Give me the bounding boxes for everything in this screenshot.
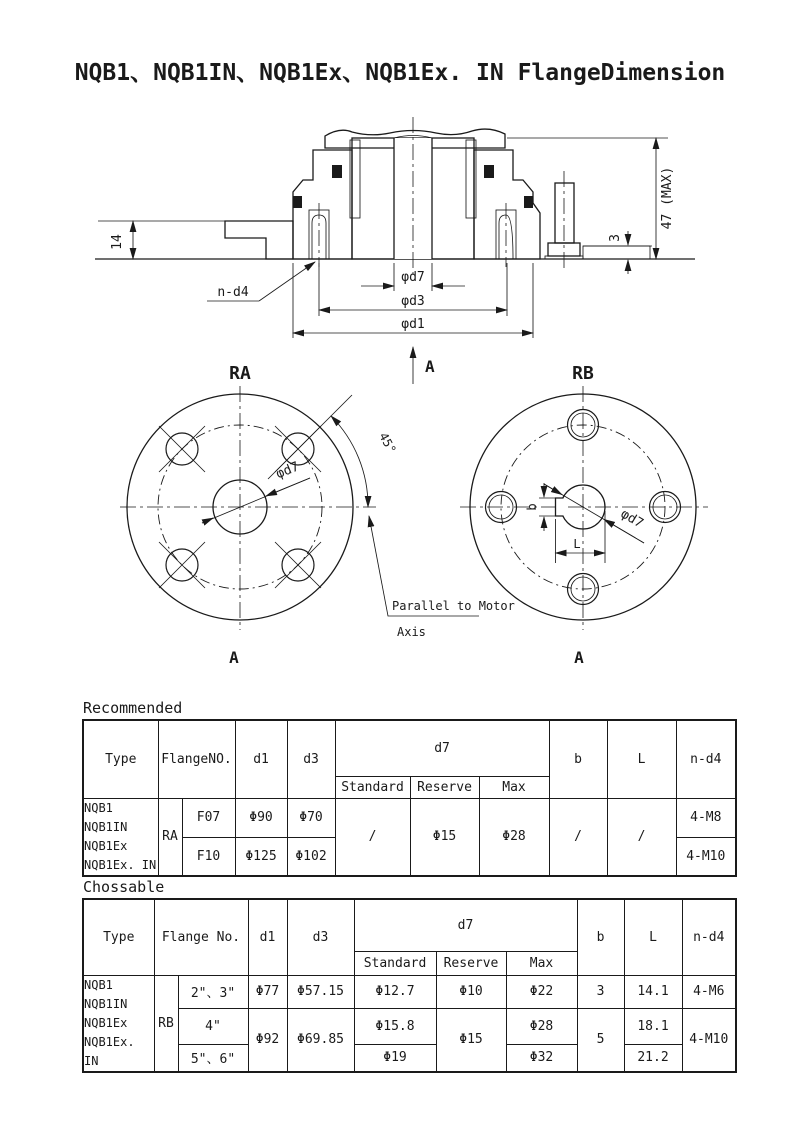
header-flange-no: FlangeNO. (158, 720, 235, 798)
cell-d7-max: Φ28 (479, 798, 549, 876)
type-line: NQB1IN (84, 996, 128, 1011)
cell-group: RB (154, 975, 178, 1072)
cell-flange-no: F10 (182, 837, 235, 875)
ra-angle-label: 45° (376, 430, 399, 456)
cell-d7-reserve: Φ15 (436, 1008, 506, 1072)
section-view (95, 117, 695, 275)
seal-upper-right (484, 165, 494, 178)
rb-b-label: b (525, 503, 539, 511)
clamped-plate-right (583, 246, 650, 259)
rb-keyway-mask (556, 499, 565, 516)
recommended-caption: Recommended (83, 699, 183, 717)
type-line: NQB1IN (84, 819, 128, 834)
seal-lower-right (524, 196, 533, 208)
cell-flange-no: 2"、3" (178, 975, 248, 1008)
rb-view-name: RB (572, 363, 594, 384)
ra-view-name: RA (229, 363, 251, 384)
motor-plate-left (225, 221, 293, 259)
table-row (83, 1045, 736, 1072)
dim-label-d7: φd7 (401, 270, 425, 285)
cell-d1: Φ77 (248, 975, 287, 1008)
type-line: NQB1Ex (84, 838, 128, 853)
cell-l: 18.1 (624, 1008, 682, 1045)
header-n-d4: n-d4 (682, 899, 736, 975)
cell-group: RA (158, 798, 182, 876)
chossable-header-row1 (83, 899, 736, 951)
cell-d1: Φ125 (235, 837, 287, 875)
header-d1: d1 (248, 899, 287, 975)
ra-section-mark: A (229, 648, 239, 667)
cell-b: / (549, 798, 607, 876)
rb-d7-label: φd7 (617, 506, 646, 532)
header-l: L (607, 720, 676, 798)
header-d7-reserve: Reserve (410, 776, 479, 798)
dim-label-d1: φd1 (401, 317, 425, 332)
cell-d3: Φ102 (287, 837, 335, 875)
type-line: NQB1Ex (84, 1015, 128, 1030)
cell-b: 3 (577, 975, 624, 1008)
note-line1: Parallel to Motor (392, 599, 515, 613)
chossable-caption: Chossable (83, 878, 165, 896)
header-d7-standard: Standard (354, 951, 436, 975)
header-d3: d3 (287, 720, 335, 798)
cell-n-d4: 4-M10 (682, 1008, 736, 1072)
cell-flange-no: 5"、6" (178, 1045, 248, 1072)
cell-d7-reserve: Φ10 (436, 975, 506, 1008)
view-rb (460, 363, 708, 667)
header-type: Type (83, 720, 158, 798)
header-l: L (624, 899, 682, 975)
header-d7-max: Max (506, 951, 577, 975)
header-d7-reserve: Reserve (436, 951, 506, 975)
cell-flange-no: F07 (182, 798, 235, 837)
cell-l: 14.1 (624, 975, 682, 1008)
cell-n-d4: 4-M8 (676, 798, 736, 837)
cell-d1: Φ92 (248, 1008, 287, 1072)
cell-n-d4: 4-M10 (676, 837, 736, 875)
header-b: b (577, 899, 624, 975)
chossable-table (82, 898, 737, 1073)
cell-flange-no: 4" (178, 1008, 248, 1045)
cell-d1: Φ90 (235, 798, 287, 837)
cell-d7-max: Φ32 (506, 1045, 577, 1072)
section-dimensions (98, 138, 675, 384)
ra-45-arc (331, 416, 368, 507)
note-line2: Axis (397, 625, 426, 639)
seal-lower-left (293, 196, 302, 208)
motor-axis-note (369, 516, 515, 639)
recommended-table (82, 719, 737, 877)
dim-label-3: 3 (608, 234, 623, 242)
cell-d3: Φ57.15 (287, 975, 354, 1008)
cell-d7-standard: Φ19 (354, 1045, 436, 1072)
header-n-d4: n-d4 (676, 720, 736, 798)
page-title: NQB1、NQB1IN、NQB1Ex、NQB1Ex. IN FlangeDimension (74, 60, 726, 86)
bolt-callout-label: n-d4 (217, 285, 249, 300)
ra-d7-arrow-right (266, 478, 310, 496)
header-d7-max: Max (479, 776, 549, 798)
dim-label-d3: φd3 (401, 294, 425, 309)
header-d3: d3 (287, 899, 354, 975)
dim-label-47max: 47 (MAX) (660, 166, 675, 230)
cell-d7-reserve: Φ15 (410, 798, 479, 876)
rb-l-label: L (573, 537, 581, 551)
type-line: NQB1 (84, 977, 113, 992)
rb-d7-arrow-left (544, 484, 562, 495)
header-flange-no: Flange No. (154, 899, 248, 975)
cell-l: / (607, 798, 676, 876)
cell-b: 5 (577, 1008, 624, 1072)
flange-technical-drawing (0, 95, 800, 695)
header-d7: d7 (335, 720, 549, 776)
table-row (83, 975, 736, 1008)
dim-label-14: 14 (110, 234, 125, 250)
type-line: NQB1Ex. IN (84, 1034, 135, 1068)
seal-upper-left (332, 165, 342, 178)
cell-d7-max: Φ22 (506, 975, 577, 1008)
cell-n-d4: 4-M6 (682, 975, 736, 1008)
cell-d7-max: Φ28 (506, 1008, 577, 1045)
cell-d7-standard: / (335, 798, 410, 876)
recommended-header-row1 (83, 720, 736, 776)
ra-d7-arrow-left (202, 518, 213, 523)
view-ra (120, 363, 399, 667)
header-d7: d7 (354, 899, 577, 951)
type-line: NQB1Ex. IN (84, 857, 157, 872)
cell-l: 21.2 (624, 1045, 682, 1072)
view-arrow-label: A (425, 357, 435, 376)
header-type: Type (83, 899, 154, 975)
header-d1: d1 (235, 720, 287, 798)
cell-type (83, 975, 154, 1072)
rb-section-mark: A (574, 648, 584, 667)
cell-d3: Φ70 (287, 798, 335, 837)
cell-d7-standard: Φ12.7 (354, 975, 436, 1008)
cell-type (83, 798, 158, 876)
table-row (83, 798, 736, 837)
bolt-callout-leader (259, 262, 315, 301)
table-row (83, 1008, 736, 1045)
header-d7-standard: Standard (335, 776, 410, 798)
cell-d7-standard: Φ15.8 (354, 1008, 436, 1045)
type-line: NQB1 (84, 800, 113, 815)
ra-d7-label: φd7 (273, 459, 302, 483)
header-b: b (549, 720, 607, 798)
cell-d3: Φ69.85 (287, 1008, 354, 1072)
external-stud-shaft (555, 183, 574, 243)
